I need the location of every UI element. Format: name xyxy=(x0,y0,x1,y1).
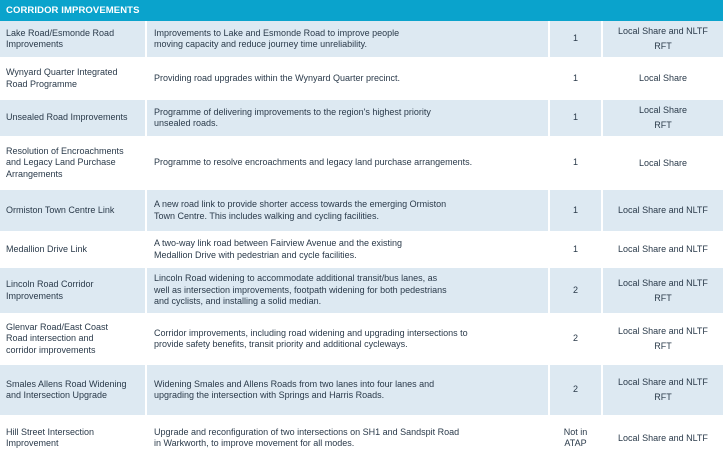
project-description: Upgrade and reconfiguration of two intersections on SH1 and Sandspit Road in Warkworth, to improve movement for all modes. xyxy=(154,426,460,448)
table-row xyxy=(0,417,723,459)
project-name: Lake Road/Esmonde Road Improvements xyxy=(6,27,115,49)
table-row xyxy=(0,100,723,136)
project-description: Providing road upgrades within the Wynyard Quarter precinct. xyxy=(154,72,401,83)
project-priority: 1 xyxy=(572,243,578,254)
table-row xyxy=(0,365,723,415)
table-row xyxy=(0,138,723,188)
project-priority: 1 xyxy=(572,33,578,44)
project-funding: Local Share and NLTF RFT xyxy=(618,277,708,303)
project-priority: 2 xyxy=(572,384,578,395)
project-name: Glenvar Road/East Coast Road intersection and corridor improvements xyxy=(6,321,109,355)
table-row xyxy=(0,233,723,266)
table-row xyxy=(0,21,723,57)
project-name: Smales Allens Road Widening and Intersection Upgrade xyxy=(6,378,127,400)
project-description: Corridor improvements, including road widening and upgrading intersections to provide safety benefits, transit priority and additional cycleways. xyxy=(154,327,468,349)
project-name: Medallion Drive Link xyxy=(6,243,88,254)
project-funding: Local Share and NLTF xyxy=(618,432,708,443)
project-name: Ormiston Town Centre Link xyxy=(6,204,115,215)
section-header xyxy=(0,0,723,21)
project-priority: 1 xyxy=(572,112,578,123)
project-name: Unsealed Road Improvements xyxy=(6,112,128,123)
project-description: Programme to resolve encroachments and legacy land purchase arrangements. xyxy=(154,157,473,168)
project-name: Wynyard Quarter Integrated Road Programme xyxy=(6,67,118,89)
project-funding: Local Share and NLTF RFT xyxy=(618,326,708,351)
section-title: CORRIDOR IMPROVEMENTS xyxy=(6,5,140,16)
project-funding: Local Share and NLTF xyxy=(618,244,708,254)
project-funding: Local Share RFT xyxy=(638,105,688,130)
project-funding: Local Share xyxy=(638,73,688,83)
project-priority: 1 xyxy=(572,204,578,215)
table-row xyxy=(0,315,723,363)
project-description: Programme of delivering improvements to the region's highest priority unsealed roads. xyxy=(154,106,431,128)
project-description: A new road link to provide shorter access towards the emerging Ormiston Town Centre. This includes walking and cycling facilities. xyxy=(154,199,447,221)
project-description: Lincoln Road widening to accommodate additional transit/bus lanes, as well as intersection improvements, footpath widening for both pedestrians and cyclists, and installing a solid median. xyxy=(154,273,447,307)
project-priority: Not in ATAP xyxy=(563,426,588,448)
project-priority: 2 xyxy=(572,333,578,344)
project-priority: 1 xyxy=(572,157,578,168)
project-priority: 2 xyxy=(572,284,578,295)
table-row xyxy=(0,190,723,231)
project-name: Hill Street Intersection Improvement xyxy=(6,426,95,448)
project-description: Widening Smales and Allens Roads from two lanes into four lanes and upgrading the intersection with Springs and Harris Roads. xyxy=(154,378,435,400)
project-funding: Local Share and NLTF RFT xyxy=(618,26,708,51)
table-row xyxy=(0,59,723,98)
table-row xyxy=(0,268,723,313)
project-funding: Local Share and NLTF RFT xyxy=(618,377,708,402)
project-priority: 1 xyxy=(572,72,578,83)
project-funding: Local Share xyxy=(638,157,688,168)
project-name: Lincoln Road Corridor Improvements xyxy=(6,279,94,301)
project-name: Resolution of Encroachments and Legacy Land Purchase Arrangements xyxy=(6,145,124,179)
project-description: Improvements to Lake and Esmonde Road to improve people moving capacity and reduce journey time unreliability. xyxy=(154,27,400,49)
project-funding: Local Share and NLTF xyxy=(618,205,708,215)
project-description: A two-way link road between Fairview Avenue and the existing Medallion Drive with pedestrian and cycle facilities. xyxy=(154,238,402,260)
